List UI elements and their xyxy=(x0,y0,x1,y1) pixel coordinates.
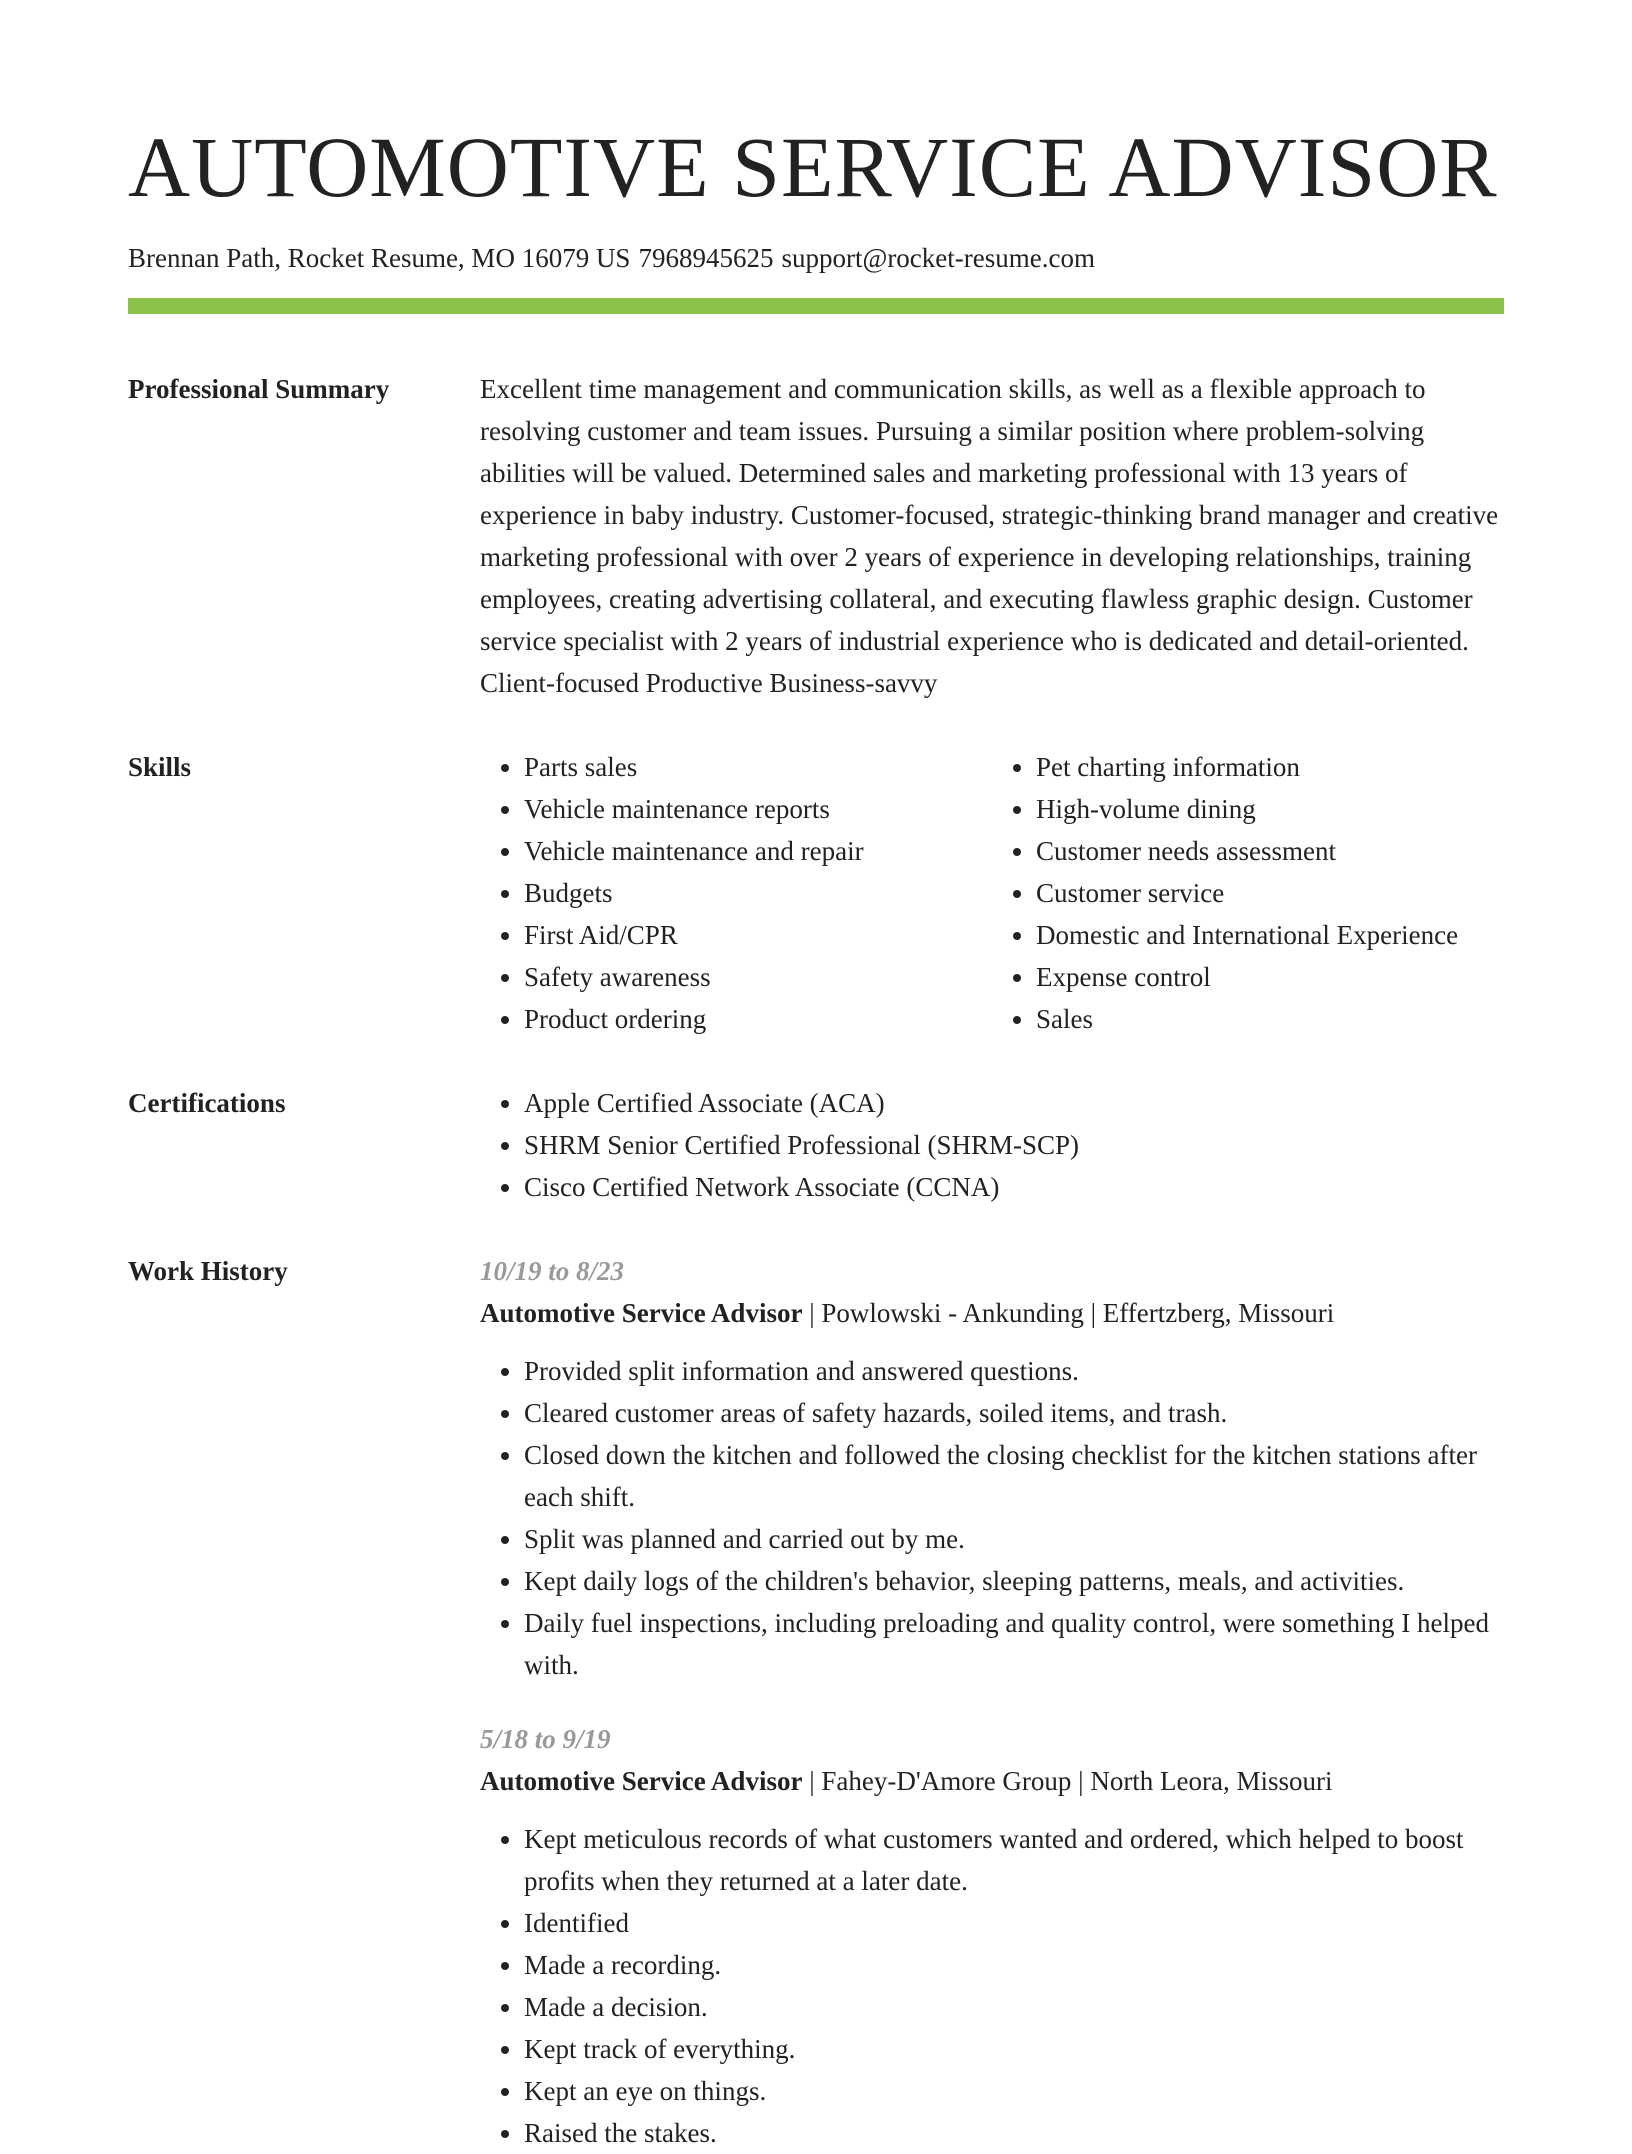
job-duties-list xyxy=(480,1350,1504,1686)
resume-header xyxy=(128,112,1504,314)
skill-item: • Budgets xyxy=(524,872,992,914)
skills-columns xyxy=(480,746,1504,1040)
job-entry xyxy=(480,1718,1504,2154)
skill-item: • Vehicle maintenance reports xyxy=(524,788,992,830)
resume-title: AUTOMOTIVE SERVICE ADVISOR xyxy=(128,119,1498,215)
skill-item: • First Aid/CPR xyxy=(524,914,992,956)
job-entry xyxy=(480,1250,1504,1686)
job-title: Automotive Service Advisor xyxy=(480,1298,803,1328)
job-duty: • Identified xyxy=(524,1902,1504,1944)
certifications-body xyxy=(480,1082,1504,1208)
skill-item: • Safety awareness xyxy=(524,956,992,998)
skills-section xyxy=(128,746,1504,1040)
skill-item: • Pet charting information xyxy=(1036,746,1504,788)
job-dates: 10/19 to 8/23 xyxy=(480,1256,625,1286)
job-duty: • Kept track of everything. xyxy=(524,2028,1504,2070)
skill-item: • Customer service xyxy=(1036,872,1504,914)
header-divider xyxy=(128,298,1504,314)
job-employer-location: | Powlowski - Ankunding | Effertzberg, Missouri xyxy=(802,1298,1335,1328)
job-duties-list xyxy=(480,1818,1504,2154)
certifications-section xyxy=(128,1082,1504,1208)
skill-item: • Expense control xyxy=(1036,956,1504,998)
resume-page xyxy=(128,112,1504,2154)
summary-section xyxy=(128,368,1504,704)
job-heading xyxy=(480,1292,1504,1334)
contact-email: support@rocket-resume.com xyxy=(781,243,1095,273)
job-duty: • Cleared customer areas of safety hazards, soiled items, and trash. xyxy=(524,1392,1504,1434)
skill-item: • Parts sales xyxy=(524,746,992,788)
certification-item: • Cisco Certified Network Associate (CCNA) xyxy=(524,1166,1504,1208)
certifications-list xyxy=(480,1082,1504,1208)
work-history-body xyxy=(480,1250,1504,2154)
section-label-skills: Skills xyxy=(128,752,192,782)
job-dates: 5/18 to 9/19 xyxy=(480,1724,611,1754)
section-label-work-history: Work History xyxy=(128,1256,288,1286)
job-heading xyxy=(480,1760,1504,1802)
skill-item: • Domestic and International Experience xyxy=(1036,914,1504,956)
job-duty: • Kept meticulous records of what customers wanted and ordered, which helped to boost profits when they returned at a later date. xyxy=(524,1818,1504,1902)
skills-list-right xyxy=(992,746,1504,1040)
skill-item: • Customer needs assessment xyxy=(1036,830,1504,872)
contact-phone: 7968945625 xyxy=(638,243,774,273)
job-duty: • Raised the stakes. xyxy=(524,2112,1504,2154)
contact-line xyxy=(128,238,1504,278)
job-title: Automotive Service Advisor xyxy=(480,1766,803,1796)
job-duty: • Closed down the kitchen and followed the closing checklist for the kitchen stations after each shift. xyxy=(524,1434,1504,1518)
certification-item: • Apple Certified Associate (ACA) xyxy=(524,1082,1504,1124)
contact-address: Brennan Path, Rocket Resume, MO 16079 US xyxy=(128,243,631,273)
job-duty: • Made a recording. xyxy=(524,1944,1504,1986)
job-employer-location: | Fahey-D'Amore Group | North Leora, Missouri xyxy=(802,1766,1333,1796)
summary-text: Excellent time management and communication skills, as well as a flexible approach to resolving customer and team issues. Pursuing a similar position where problem-solving abilities will be valued. Determined sales and marketing professional with 13 years of experience in baby industry. Customer-focused, strategic-thinking brand manager and creative marketing professional with over 2 years of experience in developing relationships, training employees, creating advertising collateral, and executing flawless graphic design. Customer service specialist with 2 years of industrial experience who is dedicated and detail-oriented. Client-focused Productive Business-savvy xyxy=(480,374,1499,698)
job-duty: • Split was planned and carried out by me. xyxy=(524,1518,1504,1560)
skill-item: • High-volume dining xyxy=(1036,788,1504,830)
skill-item: • Sales xyxy=(1036,998,1504,1040)
job-duty: • Kept an eye on things. xyxy=(524,2070,1504,2112)
section-label-certifications: Certifications xyxy=(128,1088,286,1118)
skill-item: • Product ordering xyxy=(524,998,992,1040)
skill-item: • Vehicle maintenance and repair xyxy=(524,830,992,872)
job-duty: • Daily fuel inspections, including preloading and quality control, were something I helped with. xyxy=(524,1602,1504,1686)
job-duty: • Made a decision. xyxy=(524,1986,1504,2028)
certification-item: • SHRM Senior Certified Professional (SHRM-SCP) xyxy=(524,1124,1504,1166)
job-duty: • Kept daily logs of the children's behavior, sleeping patterns, meals, and activities. xyxy=(524,1560,1504,1602)
job-duty: • Provided split information and answered questions. xyxy=(524,1350,1504,1392)
work-history-section xyxy=(128,1250,1504,2154)
skills-list-left xyxy=(480,746,992,1040)
section-label-summary: Professional Summary xyxy=(128,374,390,404)
